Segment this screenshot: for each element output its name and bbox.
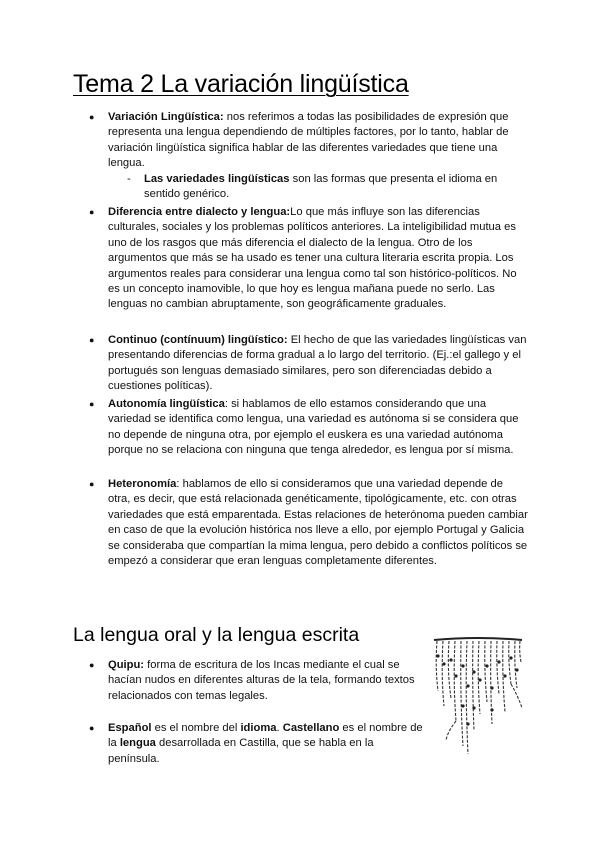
bullet-heteronomia <box>89 477 528 569</box>
bullet-icon: ● <box>89 207 95 217</box>
text-continuo: El hecho de que las variedades lingüísticas van presentando diferencias de forma gradual a lo largo del territorio. (Ej.:el gallego y el portugués son lenguas demasiado similares, pero son diferenciadas debido a cuestiones políticas). <box>108 334 527 393</box>
bullet-continuo <box>89 333 528 395</box>
bullet-dialecto-lengua <box>89 205 528 313</box>
term-espanol: Español <box>108 722 152 734</box>
term-lengua: lengua <box>119 737 156 750</box>
text-autonomia: : si hablamos de ello estamos considerando que una variedad se identifica como lengua, una variedad es autónoma si se considera que no depende de ninguna otra, por ejemplo el euskera es una variedad autónoma porque no se relaciona con ninguna que tenga alrededor, es lengua por sí misma. <box>108 398 519 457</box>
term-dialecto: Diferencia entre dialecto y lengua: <box>108 206 291 218</box>
term-quipu: Quipu: <box>108 659 145 671</box>
term-variacion: Variación Lingüística: <box>108 111 224 123</box>
term-variedades: Las variedades lingüísticas <box>144 173 290 185</box>
text-variedades: son las formas que presenta el idioma en sentido genérico. <box>144 173 498 201</box>
term-heteronomia: Heteronomía <box>108 478 177 490</box>
text-dialecto: Lo que más influye son las diferencias culturales, sociales y los problemas políticos anteriores. La inteligibilidad mutua es uno de los rasgos que más diferencia el dialecto de la lengua. Otro de los argumentos que más se ha usado es tener una cultura literaria escrita propia. Los argumentos reales para considerar una lengua como tal son histórico-políticos. No es un concepto inamovible, lo que hoy es lengua mañana puede no serlo. Las lenguas no cambian abruptamente, son geográficamente graduales. <box>108 206 517 311</box>
bullet-variacion <box>89 110 528 172</box>
text-espanol-3: es el nombre de la <box>108 722 423 750</box>
text-espanol-2: . <box>276 722 283 734</box>
bullet-quipu <box>89 658 428 704</box>
bullet-espanol <box>89 721 428 767</box>
term-continuo: Continuo (contínuum) lingüístico: <box>108 334 288 346</box>
text-variacion: nos referimos a todas las posibilidades de expresión que representa una lengua dependiendo de múltiples factores, por lo tanto, hablar de variación lingüística significa hablar de las diferentes variedades que tiene una lengua. <box>108 111 509 170</box>
page-title: Tema 2 La variación lingüística <box>73 70 409 98</box>
term-autonomia: Autonomía lingüística <box>108 398 225 410</box>
term-idioma: idioma <box>240 722 277 734</box>
quipu-illustration <box>432 636 524 758</box>
text-espanol-1: es el nombre del <box>151 722 241 734</box>
dash-icon: - <box>127 173 131 185</box>
sub-bullet-variedades <box>127 172 529 203</box>
bullet-icon: ● <box>89 660 95 670</box>
bullet-icon: ● <box>89 112 95 122</box>
bullet-icon: ● <box>89 399 95 409</box>
section-title: La lengua oral y la lengua escrita <box>73 624 360 646</box>
text-espanol-4: desarrollada en Castilla, que se habla en la península. <box>108 737 374 765</box>
bullet-icon: ● <box>89 479 95 489</box>
bullet-icon: ● <box>89 335 95 345</box>
text-quipu: forma de escritura de los Incas mediante el cual se hacían nudos en diferentes alturas de la tela, formando textos relacionados con temas legales. <box>108 659 415 702</box>
bullet-icon: ● <box>89 723 95 733</box>
bullet-autonomia <box>89 397 528 459</box>
term-castellano: Castellano <box>282 722 340 734</box>
text-heteronomia: : hablamos de ello si consideramos que una variedad depende de otra, es decir, que está relacionada genéticamente, tipológicamente, etc. con otras variedades que está emparentada. Estas relaciones de heterónoma pueden cambiar en caso de que la evolución histórica nos lleve a ello, por ejemplo Portugal y Galicia se consideraba que compartían la mima lengua, pero debido a conflictos políticos se empezó a considerar que eran lenguas completamente diferentes. <box>108 478 528 568</box>
